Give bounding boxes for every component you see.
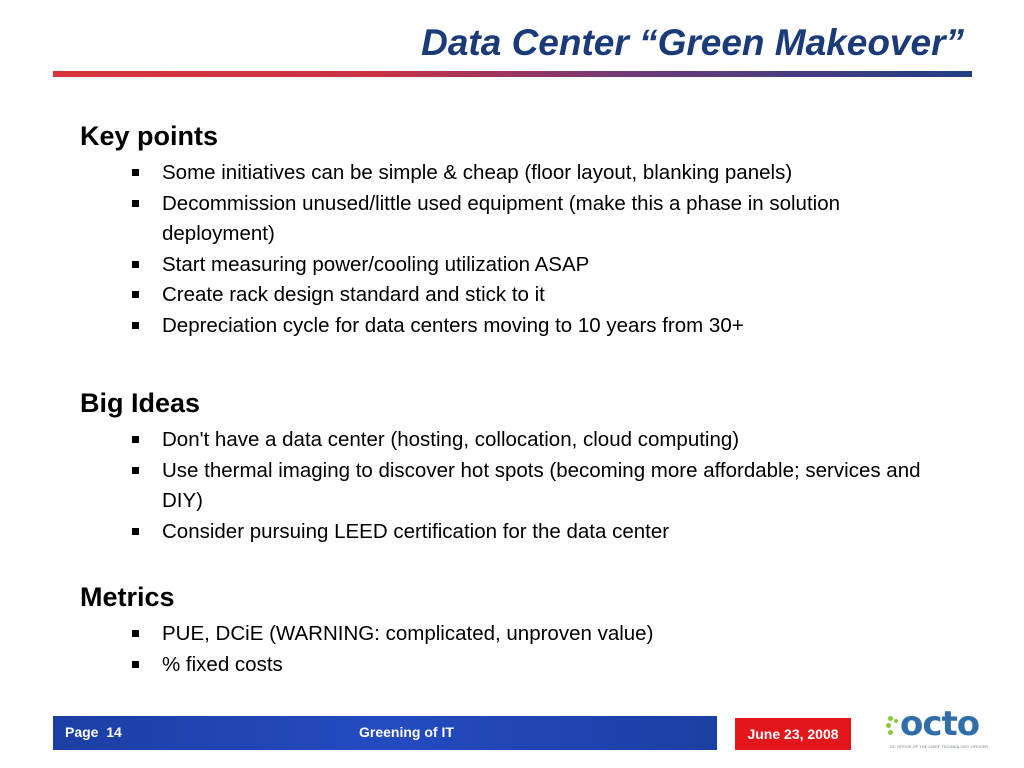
slide-title: Data Center “Green Makeover” [421, 22, 964, 63]
section-key-points [80, 121, 930, 341]
bullet-text: Depreciation cycle for data centers moving to 10 years from 30+ [162, 313, 744, 337]
section-heading: Metrics [80, 582, 175, 612]
list-item [162, 311, 930, 342]
logo-tagline: DC OFFICE OF THE CHIEF TECHNOLOGY OFFICER [890, 744, 989, 749]
square-bullet-icon [132, 630, 139, 637]
bullet-text: Decommission unused/little used equipment (make this a phase in solution deployment) [162, 191, 841, 245]
bullet-text: Use thermal imaging to discover hot spots (becoming more affordable; services and DIY) [162, 458, 921, 512]
bullet-list [80, 425, 930, 547]
bullet-text: PUE, DCiE (WARNING: complicated, unproven value) [162, 622, 654, 645]
date-text: June 23, 2008 [747, 726, 839, 742]
list-item [162, 189, 930, 250]
square-bullet-icon [132, 467, 139, 474]
square-bullet-icon [132, 200, 139, 207]
bullet-text: Don't have a data center (hosting, collocation, cloud computing) [162, 428, 740, 451]
list-item [162, 619, 930, 650]
bullet-text: Consider pursuing LEED certification for the data center [162, 519, 670, 543]
bullet-list [80, 158, 930, 341]
square-bullet-icon [132, 169, 139, 176]
list-item [162, 425, 930, 456]
list-item [162, 280, 930, 311]
section-big-ideas [80, 388, 930, 547]
list-item [162, 250, 930, 281]
octo-logo [886, 704, 990, 752]
date-badge [735, 718, 851, 750]
section-heading: Key points [80, 121, 219, 151]
list-item [162, 517, 930, 548]
bullet-text: % fixed costs [162, 652, 283, 676]
title-divider [53, 71, 972, 77]
section-heading: Big Ideas [80, 388, 201, 418]
list-item [162, 650, 930, 681]
bullet-text: Start measuring power/cooling utilization ASAP [162, 252, 590, 276]
square-bullet-icon [132, 322, 139, 329]
bullet-text: Create rack design standard and stick to it [162, 283, 545, 306]
square-bullet-icon [132, 261, 139, 268]
square-bullet-icon [132, 528, 139, 535]
bullet-text: Some initiatives can be simple & cheap (floor layout, blanking panels) [162, 161, 793, 184]
logo-wordmark: octo [900, 704, 980, 744]
page-number: Page 14 [65, 724, 122, 740]
deck-title: Greening of IT [359, 724, 454, 740]
list-item [162, 456, 930, 517]
list-item [162, 158, 930, 189]
square-bullet-icon [132, 291, 139, 298]
bullet-list [80, 619, 930, 680]
square-bullet-icon [132, 661, 139, 668]
footer-bar [53, 716, 717, 750]
section-metrics [80, 582, 930, 680]
square-bullet-icon [132, 436, 139, 443]
